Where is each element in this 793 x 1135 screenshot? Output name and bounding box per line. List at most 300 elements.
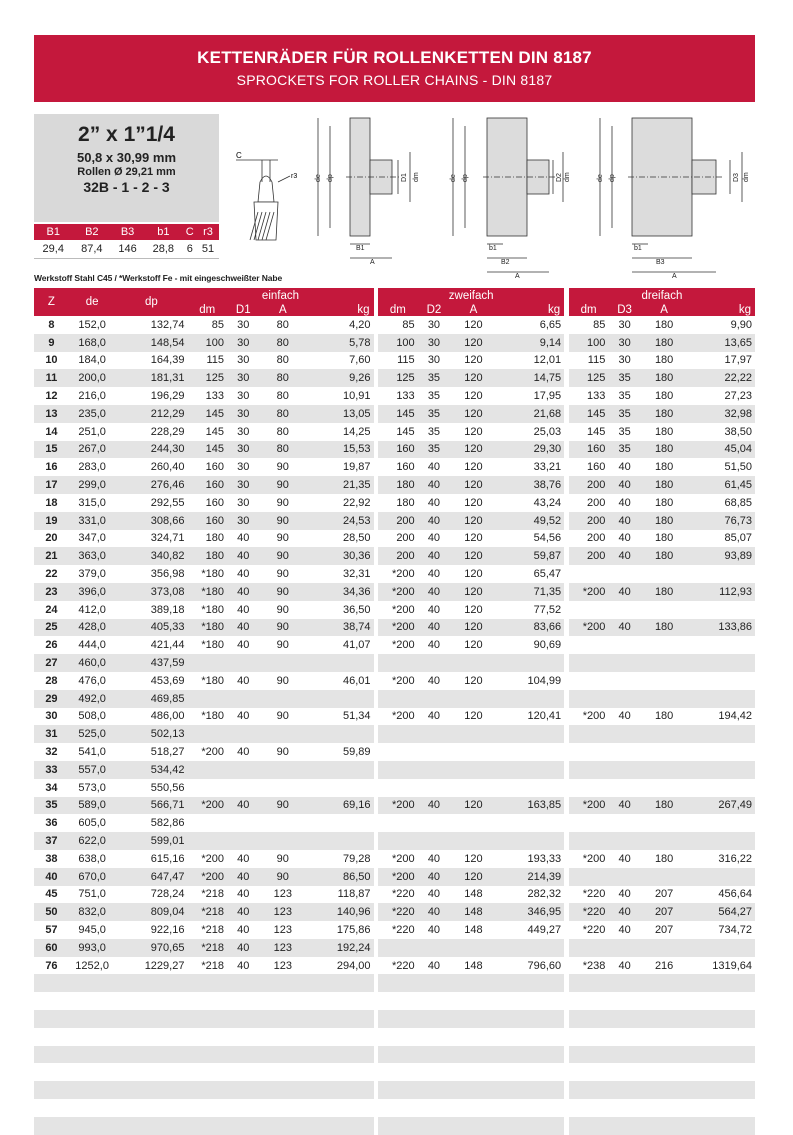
table-cell bbox=[641, 743, 688, 761]
table-cell: 564,27 bbox=[687, 903, 755, 921]
table-cell: 728,24 bbox=[150, 888, 185, 901]
table-cell: 9,26 bbox=[306, 369, 373, 387]
table-cell: 120 bbox=[464, 603, 483, 616]
table-cell: 120 bbox=[450, 619, 497, 637]
table-cell bbox=[569, 832, 609, 850]
table-cell bbox=[608, 1099, 641, 1117]
table-cell: 412,0 bbox=[78, 603, 106, 616]
table-cell: 14,75 bbox=[497, 369, 564, 387]
table-cell: 26 bbox=[45, 639, 58, 652]
table-cell: *180 bbox=[187, 619, 227, 637]
table-cell bbox=[497, 814, 564, 832]
table-cell: 469,85 bbox=[115, 690, 187, 708]
table-cell: 180 bbox=[378, 476, 418, 494]
table-cell bbox=[306, 1099, 373, 1117]
label-c: C bbox=[236, 151, 242, 160]
table-cell bbox=[227, 1099, 260, 1117]
table-cell: 30 bbox=[618, 318, 631, 331]
table-cell bbox=[687, 1117, 755, 1135]
table-cell: 61,45 bbox=[687, 476, 755, 494]
table-cell: 194,42 bbox=[718, 710, 752, 723]
table-cell bbox=[569, 636, 609, 654]
group-header-zweifach: zweifach bbox=[378, 288, 564, 303]
table-cell: 54,56 bbox=[533, 532, 562, 545]
table-cell bbox=[569, 814, 609, 832]
table-cell: 25 bbox=[34, 619, 69, 637]
table-row bbox=[34, 957, 755, 975]
table-cell: 123 bbox=[273, 888, 292, 901]
table-cell: 148 bbox=[464, 923, 483, 936]
table-cell bbox=[641, 690, 688, 708]
table-row bbox=[34, 725, 755, 743]
table-cell bbox=[418, 1117, 451, 1135]
table-cell: 453,69 bbox=[150, 674, 185, 687]
table-cell: 22,22 bbox=[687, 369, 755, 387]
table-cell: 30 bbox=[618, 354, 631, 367]
table-cell: 40 bbox=[427, 888, 441, 901]
table-cell: 86,50 bbox=[306, 868, 373, 886]
table-cell: 120 bbox=[450, 512, 497, 530]
table-cell: 90 bbox=[260, 797, 307, 815]
table-cell: 40 bbox=[237, 674, 250, 687]
table-cell: 85 bbox=[593, 318, 606, 331]
table-cell bbox=[227, 690, 260, 708]
table-cell bbox=[687, 654, 755, 672]
table-cell bbox=[418, 939, 451, 957]
table-cell bbox=[608, 743, 641, 761]
table-cell bbox=[687, 565, 755, 583]
table-cell: 180 bbox=[205, 532, 224, 545]
table-cell: *218 bbox=[201, 923, 224, 936]
table-cell bbox=[260, 725, 307, 743]
table-cell: 437,59 bbox=[115, 654, 187, 672]
table-cell: *220 bbox=[582, 888, 606, 901]
table-cell: 13 bbox=[34, 405, 69, 423]
table-cell bbox=[641, 992, 688, 1010]
table-cell bbox=[450, 761, 497, 779]
table-cell: *200 bbox=[378, 583, 418, 601]
table-cell bbox=[418, 814, 451, 832]
table-cell: 30 bbox=[227, 512, 260, 530]
table-cell: 638,0 bbox=[78, 852, 106, 865]
table-cell: 1229,27 bbox=[144, 959, 185, 972]
col-header-zweifach-kg: kg bbox=[497, 303, 564, 316]
table-cell bbox=[450, 832, 497, 850]
table-cell bbox=[641, 672, 688, 690]
table-cell bbox=[69, 1063, 116, 1081]
table-cell: 9,90 bbox=[730, 318, 752, 331]
table-cell bbox=[497, 832, 564, 850]
table-cell: 40 bbox=[618, 532, 631, 545]
table-cell: 180 bbox=[654, 425, 674, 438]
table-cell: 71,35 bbox=[497, 583, 564, 601]
table-cell: 970,65 bbox=[115, 939, 187, 957]
dimension-table bbox=[34, 224, 219, 259]
table-cell: 40 bbox=[427, 852, 441, 865]
table-cell bbox=[497, 974, 564, 992]
table-cell: 180 bbox=[396, 496, 415, 509]
table-row bbox=[34, 423, 755, 441]
table-cell bbox=[227, 1117, 260, 1135]
table-cell: 90 bbox=[276, 532, 289, 545]
label-b1-upper: B1 bbox=[356, 245, 365, 252]
table-cell: *180 bbox=[201, 674, 224, 687]
table-cell: 40 bbox=[427, 532, 441, 545]
table-cell: 120 bbox=[464, 496, 483, 509]
table-cell: 38,74 bbox=[306, 619, 373, 637]
label-d2: D2 bbox=[556, 173, 563, 182]
label-d3: D3 bbox=[733, 173, 740, 182]
table-cell bbox=[687, 636, 755, 654]
table-cell bbox=[306, 725, 373, 743]
table-cell bbox=[227, 1028, 260, 1046]
table-row bbox=[34, 779, 755, 797]
table-cell: 38,76 bbox=[497, 476, 564, 494]
page-title: KETTENRÄDER FÜR ROLLENKETTEN DIN 8187 bbox=[197, 48, 592, 67]
table-cell bbox=[450, 1028, 497, 1046]
table-cell bbox=[687, 1081, 755, 1099]
table-cell: 120 bbox=[450, 441, 497, 459]
table-cell: 379,0 bbox=[78, 568, 106, 581]
table-cell: 30 bbox=[418, 334, 451, 352]
table-cell: 34,36 bbox=[306, 583, 373, 601]
table-cell: 32,31 bbox=[342, 568, 371, 581]
table-cell bbox=[187, 690, 227, 708]
table-cell bbox=[608, 779, 641, 797]
table-cell: 160 bbox=[378, 441, 418, 459]
table-cell bbox=[608, 1063, 641, 1081]
table-cell: 525,0 bbox=[69, 725, 116, 743]
table-cell bbox=[227, 992, 260, 1010]
table-cell: 180 bbox=[641, 476, 688, 494]
label-b2: B2 bbox=[501, 259, 510, 266]
table-cell bbox=[450, 1117, 497, 1135]
table-cell: *180 bbox=[201, 568, 224, 581]
table-cell: 120 bbox=[450, 369, 497, 387]
table-cell: 27,23 bbox=[724, 390, 752, 403]
table-cell bbox=[450, 939, 497, 957]
table-cell: 20 bbox=[45, 532, 58, 545]
table-cell bbox=[115, 1046, 187, 1064]
table-cell bbox=[187, 725, 227, 743]
table-cell bbox=[306, 1028, 373, 1046]
table-cell bbox=[608, 1117, 641, 1135]
table-cell: 389,18 bbox=[150, 603, 185, 616]
table-cell: 460,0 bbox=[69, 654, 116, 672]
table-cell: 120 bbox=[450, 334, 497, 352]
duplex-sprocket-drawing bbox=[445, 112, 570, 282]
table-cell: 90 bbox=[260, 583, 307, 601]
col-header-einfach-dm: dm bbox=[187, 303, 227, 316]
table-cell: 90 bbox=[276, 639, 289, 652]
table-cell: 193,33 bbox=[527, 852, 562, 865]
table-cell: 33,21 bbox=[533, 461, 562, 474]
table-cell: 283,0 bbox=[78, 461, 106, 474]
table-cell: 120 bbox=[464, 461, 483, 474]
simplex-sprocket-drawing bbox=[310, 112, 420, 264]
table-cell: 40 bbox=[618, 923, 631, 936]
table-cell: 21,68 bbox=[497, 405, 564, 423]
table-cell bbox=[569, 992, 609, 1010]
table-cell: 90 bbox=[260, 512, 307, 530]
table-cell bbox=[608, 601, 641, 619]
table-cell bbox=[115, 992, 187, 1010]
table-cell bbox=[450, 992, 497, 1010]
label-de: de bbox=[315, 174, 322, 182]
table-cell: 65,47 bbox=[533, 568, 562, 581]
table-cell: 90 bbox=[276, 852, 289, 865]
table-cell bbox=[306, 779, 373, 797]
table-cell: 180 bbox=[654, 710, 674, 723]
table-cell bbox=[34, 992, 69, 1010]
table-cell: 30 bbox=[427, 354, 441, 367]
table-cell: 541,0 bbox=[78, 746, 106, 759]
table-cell: 181,31 bbox=[115, 369, 187, 387]
table-cell bbox=[687, 672, 755, 690]
table-cell: 200 bbox=[396, 532, 415, 545]
table-cell bbox=[641, 1099, 688, 1117]
table-cell bbox=[450, 1099, 497, 1117]
table-cell: 316,22 bbox=[718, 852, 752, 865]
table-cell: 30 bbox=[237, 425, 250, 438]
table-cell: 30 bbox=[608, 334, 641, 352]
table-cell: 9,14 bbox=[497, 334, 564, 352]
table-cell bbox=[378, 690, 418, 708]
table-cell bbox=[69, 1046, 116, 1064]
table-cell: 46,01 bbox=[342, 674, 371, 687]
table-cell: 40 bbox=[418, 512, 451, 530]
table-cell: 30 bbox=[45, 710, 58, 723]
table-cell: 38 bbox=[45, 852, 58, 865]
table-cell: 40 bbox=[237, 959, 250, 972]
table-cell: 115 bbox=[587, 354, 606, 367]
table-cell: 40 bbox=[618, 888, 631, 901]
table-cell bbox=[569, 672, 609, 690]
table-cell: 15,53 bbox=[306, 441, 373, 459]
table-cell: 152,0 bbox=[78, 318, 106, 331]
table-cell: 180 bbox=[654, 390, 674, 403]
table-cell bbox=[641, 601, 688, 619]
label-de: de bbox=[597, 174, 604, 182]
table-cell: 35 bbox=[427, 425, 441, 438]
table-cell: *180 bbox=[201, 710, 224, 723]
col-header-z: Z bbox=[34, 288, 69, 316]
table-cell bbox=[34, 974, 69, 992]
table-cell: 28,50 bbox=[342, 532, 371, 545]
label-dm: dm bbox=[743, 172, 750, 182]
table-cell: 40 bbox=[418, 903, 451, 921]
table-cell bbox=[687, 690, 755, 708]
table-cell: *200 bbox=[187, 797, 227, 815]
table-cell: 83,66 bbox=[497, 619, 564, 637]
table-cell bbox=[687, 832, 755, 850]
table-cell bbox=[608, 868, 641, 886]
table-cell: 120 bbox=[450, 797, 497, 815]
table-cell: 80 bbox=[260, 334, 307, 352]
table-cell: 115 bbox=[397, 354, 415, 367]
table-cell: 93,89 bbox=[687, 547, 755, 565]
table-cell: 180 bbox=[654, 532, 674, 545]
table-cell bbox=[378, 832, 418, 850]
table-cell: 17,95 bbox=[533, 390, 562, 403]
table-cell: *220 bbox=[378, 903, 418, 921]
table-cell: 120 bbox=[450, 583, 497, 601]
table-cell: 40 bbox=[418, 476, 451, 494]
table-cell: 21,35 bbox=[306, 476, 373, 494]
table-cell: 24 bbox=[45, 603, 58, 616]
chain-spec-box bbox=[34, 114, 219, 222]
table-cell bbox=[450, 725, 497, 743]
table-cell bbox=[187, 1099, 227, 1117]
material-note: Werkstoff Stahl C45 / *Werkstoff Fe - mit eingeschweißter Nabe bbox=[34, 273, 283, 283]
table-cell: 235,0 bbox=[69, 405, 116, 423]
table-cell: 37 bbox=[34, 832, 69, 850]
table-cell bbox=[497, 1063, 564, 1081]
table-cell: 340,82 bbox=[115, 547, 187, 565]
table-cell: 14,25 bbox=[342, 425, 371, 438]
table-cell bbox=[687, 725, 755, 743]
table-row bbox=[34, 654, 755, 672]
table-cell bbox=[608, 1028, 641, 1046]
table-cell: 30 bbox=[237, 461, 250, 474]
table-row bbox=[34, 601, 755, 619]
table-cell: 30 bbox=[237, 390, 250, 403]
table-cell: 11 bbox=[34, 369, 69, 387]
table-cell bbox=[260, 1099, 307, 1117]
table-cell: 35 bbox=[34, 797, 69, 815]
table-cell: 922,16 bbox=[150, 923, 185, 936]
table-cell: 31 bbox=[34, 725, 69, 743]
table-cell bbox=[450, 1081, 497, 1099]
table-cell: *200 bbox=[582, 710, 606, 723]
col-header-einfach-a: A bbox=[260, 303, 307, 316]
table-cell: 68,85 bbox=[724, 496, 752, 509]
table-cell bbox=[227, 725, 260, 743]
table-row bbox=[34, 530, 755, 548]
table-row bbox=[34, 619, 755, 637]
table-cell: 40 bbox=[418, 619, 451, 637]
table-cell bbox=[569, 939, 609, 957]
table-cell bbox=[450, 1010, 497, 1028]
table-cell bbox=[497, 725, 564, 743]
table-cell bbox=[450, 1046, 497, 1064]
table-cell bbox=[227, 832, 260, 850]
table-row bbox=[34, 868, 755, 886]
table-row bbox=[34, 1063, 755, 1081]
table-cell: 23 bbox=[34, 583, 69, 601]
table-cell: 123 bbox=[260, 903, 307, 921]
table-cell: 1252,0 bbox=[75, 959, 109, 972]
table-cell: 104,99 bbox=[527, 674, 562, 687]
table-cell bbox=[418, 1063, 451, 1081]
table-cell: 35 bbox=[418, 369, 451, 387]
table-cell: 35 bbox=[608, 441, 641, 459]
table-cell bbox=[641, 565, 688, 583]
table-cell: 120 bbox=[464, 710, 483, 723]
table-cell bbox=[260, 992, 307, 1010]
table-row bbox=[34, 992, 755, 1010]
table-cell: 599,01 bbox=[115, 832, 187, 850]
table-cell: 993,0 bbox=[69, 939, 116, 957]
table-row bbox=[34, 547, 755, 565]
table-row bbox=[34, 850, 755, 868]
table-cell bbox=[306, 974, 373, 992]
table-cell: 50 bbox=[34, 903, 69, 921]
col-header-zweifach-a: A bbox=[450, 303, 497, 316]
table-row bbox=[34, 814, 755, 832]
table-cell: 18 bbox=[45, 496, 58, 509]
table-cell bbox=[687, 743, 755, 761]
table-cell bbox=[69, 1028, 116, 1046]
table-cell: 282,32 bbox=[527, 888, 562, 901]
table-cell bbox=[569, 743, 609, 761]
table-cell: 40 bbox=[237, 746, 250, 759]
table-cell: 550,56 bbox=[150, 781, 185, 794]
table-cell: 180 bbox=[641, 369, 688, 387]
table-cell: 29 bbox=[34, 690, 69, 708]
table-cell: 164,39 bbox=[150, 354, 185, 367]
table-cell bbox=[569, 868, 609, 886]
table-cell bbox=[260, 654, 307, 672]
table-cell bbox=[608, 1046, 641, 1064]
table-cell bbox=[378, 992, 418, 1010]
table-cell: 8 bbox=[48, 318, 55, 331]
table-cell: 216,0 bbox=[78, 390, 106, 403]
table-cell: 192,24 bbox=[306, 939, 373, 957]
table-cell: 476,0 bbox=[78, 674, 106, 687]
table-cell bbox=[687, 1028, 755, 1046]
dim-value: 146 bbox=[111, 240, 144, 258]
table-cell bbox=[378, 814, 418, 832]
table-row bbox=[34, 921, 755, 939]
table-cell: 751,0 bbox=[78, 888, 106, 901]
table-cell: 670,0 bbox=[69, 868, 116, 886]
table-cell: *218 bbox=[187, 939, 227, 957]
table-cell: 69,16 bbox=[306, 797, 373, 815]
table-cell bbox=[569, 779, 609, 797]
table-cell: 120 bbox=[464, 639, 483, 652]
table-cell: 180 bbox=[641, 512, 688, 530]
table-cell: 43,24 bbox=[533, 496, 562, 509]
table-cell: 90 bbox=[276, 568, 289, 581]
table-cell bbox=[378, 1046, 418, 1064]
table-cell: 148 bbox=[464, 888, 483, 901]
table-cell: 60 bbox=[34, 939, 69, 957]
table-cell bbox=[608, 654, 641, 672]
table-row bbox=[34, 334, 755, 352]
table-cell: 200 bbox=[586, 532, 606, 545]
table-cell bbox=[569, 761, 609, 779]
table-cell: 36 bbox=[45, 817, 58, 830]
table-cell bbox=[569, 654, 609, 672]
table-cell: *200 bbox=[201, 746, 224, 759]
col-header-de: de bbox=[69, 288, 116, 316]
table-cell: *200 bbox=[569, 583, 609, 601]
table-cell: 200 bbox=[378, 547, 418, 565]
table-cell: 145 bbox=[187, 441, 227, 459]
table-cell bbox=[306, 1117, 373, 1135]
table-cell bbox=[378, 974, 418, 992]
table-cell bbox=[608, 1010, 641, 1028]
table-cell bbox=[497, 779, 564, 797]
tooth-profile-drawing bbox=[228, 112, 308, 252]
table-cell: 184,0 bbox=[78, 354, 106, 367]
table-cell bbox=[641, 779, 688, 797]
table-cell: 77,52 bbox=[533, 603, 562, 616]
table-cell: 40 bbox=[227, 547, 260, 565]
table-cell: 57 bbox=[45, 923, 58, 936]
table-cell bbox=[260, 779, 307, 797]
